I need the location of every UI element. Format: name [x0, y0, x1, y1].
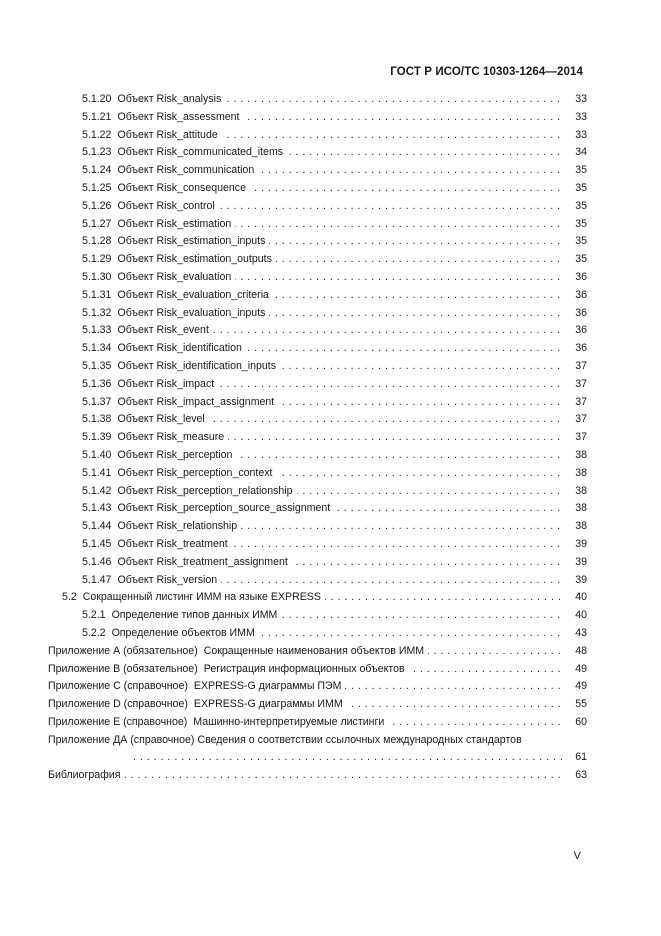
toc-entry-number: 5.2 — [62, 591, 77, 604]
toc-entry-number: Приложение С (справочное) — [48, 680, 188, 693]
toc-entry-text — [82, 500, 334, 518]
toc-page-number: 37 — [567, 394, 587, 412]
toc-dot-leader — [82, 465, 565, 483]
toc-dot-leader — [82, 251, 565, 269]
toc-entry-label: Объект Risk_evaluation — [117, 270, 232, 283]
toc-entry[interactable] — [0, 144, 661, 162]
toc-page-number: 61 — [567, 749, 587, 767]
toc-dot-leader — [48, 714, 565, 732]
toc-page-number: 35 — [567, 251, 587, 269]
toc-entry-label: Объект Risk_perception — [117, 448, 233, 461]
toc-entry[interactable] — [0, 127, 661, 145]
toc-entry-label: Объект Risk_estimation_inputs — [117, 235, 266, 248]
toc-entry-label: Объект Risk_treatment_assignment — [117, 555, 288, 568]
toc-entry-number: 5.1.26 — [82, 199, 112, 212]
toc-dot-leader — [48, 696, 565, 714]
toc-entry[interactable] — [0, 251, 661, 269]
toc-page-number: 35 — [567, 233, 587, 251]
toc-entry-text — [82, 162, 258, 180]
toc-entry[interactable] — [0, 411, 661, 429]
toc-dot-leader — [82, 198, 565, 216]
toc-dot-leader — [82, 144, 565, 162]
toc-entry-label: Объект Risk_identification_inputs — [117, 359, 277, 372]
toc-entry[interactable] — [0, 447, 661, 465]
toc-entry-label: Объект Risk_consequence — [117, 181, 247, 194]
toc-dot-leader — [82, 162, 565, 180]
toc-page-number: 35 — [567, 198, 587, 216]
toc-entry-label: Объект Risk_estimation_outputs — [117, 253, 272, 266]
toc-dot-leader — [82, 536, 565, 554]
toc-entry-number: 5.1.27 — [82, 217, 112, 230]
toc-entry[interactable] — [0, 643, 661, 661]
toc-page-number: 38 — [567, 483, 587, 501]
toc-entry-label: Объект Risk_level — [117, 413, 205, 426]
toc-entry-number: 5.1.23 — [82, 146, 112, 159]
toc-page-number: 36 — [567, 322, 587, 340]
toc-dot-leader — [82, 411, 565, 429]
toc-dot-leader — [48, 643, 565, 661]
toc-entry[interactable] — [0, 661, 661, 679]
toc-entry-number: 5.1.31 — [82, 288, 112, 301]
toc-entry-text — [82, 465, 277, 483]
toc-entry-label: Регистрация информационных объектов — [203, 662, 405, 675]
toc-dot-leader — [82, 625, 565, 643]
toc-dot-leader — [82, 340, 565, 358]
toc-entry[interactable] — [0, 518, 661, 536]
toc-entry[interactable] — [0, 305, 661, 323]
toc-dot-leader — [82, 322, 565, 340]
toc-dot-leader — [82, 483, 565, 501]
toc-entry[interactable] — [0, 429, 661, 447]
document-header: ГОСТ Р ИСО/ТС 10303-1264—2014 — [390, 66, 583, 78]
toc-dot-leader — [82, 305, 565, 323]
toc-entry-label: Объект Risk_estimation — [117, 217, 232, 230]
table-of-contents — [0, 91, 661, 785]
toc-dot-leader — [82, 376, 565, 394]
toc-entry-text — [48, 714, 388, 732]
toc-page-number: 37 — [567, 411, 587, 429]
toc-entry[interactable] — [0, 465, 661, 483]
toc-entry[interactable] — [0, 607, 661, 625]
toc-entry[interactable] — [0, 91, 661, 109]
toc-entry-number: 5.1.44 — [82, 520, 112, 533]
toc-entry-number: Приложение D (справочное) — [48, 698, 188, 711]
toc-entry[interactable] — [0, 233, 661, 251]
toc-page-number: 48 — [567, 643, 587, 661]
toc-dot-leader — [48, 767, 565, 785]
toc-entry-text — [82, 269, 235, 287]
toc-page-number: 49 — [567, 661, 587, 679]
toc-entry-label: Объект Risk_measure — [117, 431, 225, 444]
toc-entry[interactable] — [0, 358, 661, 376]
toc-entry[interactable] — [0, 696, 661, 714]
toc-entry-text — [82, 233, 269, 251]
toc-entry[interactable] — [0, 180, 661, 198]
toc-dot-leader — [82, 500, 565, 518]
toc-entry-number: 5.1.45 — [82, 537, 112, 550]
toc-entry-number: 5.1.38 — [82, 413, 112, 426]
toc-page-number: 60 — [567, 714, 587, 732]
toc-dot-leader — [82, 216, 565, 234]
toc-entry[interactable] — [0, 678, 661, 696]
toc-dot-leader — [82, 127, 565, 145]
toc-entry-label: EXPRESS-G диаграммы ИММ — [193, 698, 343, 711]
toc-dot-leader — [82, 429, 565, 447]
toc-entry-text — [82, 394, 278, 412]
toc-entry[interactable] — [0, 536, 661, 554]
toc-entry-number: 5.1.33 — [82, 324, 112, 337]
toc-page-number: 35 — [567, 180, 587, 198]
toc-dot-leader — [133, 749, 565, 767]
toc-page-number: 40 — [567, 589, 587, 607]
toc-dot-leader — [82, 233, 565, 251]
toc-entry-label: Объект Risk_event — [117, 324, 209, 337]
toc-dot-leader — [62, 589, 565, 607]
toc-entry-number: 5.2.2 — [82, 626, 106, 639]
toc-page-number: 39 — [567, 572, 587, 590]
toc-page-number: 49 — [567, 678, 587, 696]
toc-dot-leader — [82, 447, 565, 465]
toc-entry-text — [82, 536, 232, 554]
toc-entry-text — [48, 696, 347, 714]
toc-entry-number: Приложение ДА (справочное) — [48, 733, 195, 746]
toc-entry-text — [82, 198, 219, 216]
toc-entry-number: Приложение Е (справочное) — [48, 715, 188, 728]
toc-entry[interactable] — [0, 589, 661, 607]
toc-entry[interactable] — [0, 198, 661, 216]
toc-entry-label: Объект Risk_version — [117, 573, 218, 586]
toc-page-number: 35 — [567, 162, 587, 180]
toc-dot-leader — [82, 287, 565, 305]
toc-page-number: 33 — [567, 127, 587, 145]
toc-entry[interactable] — [0, 572, 661, 590]
toc-entry[interactable] — [0, 394, 661, 412]
toc-entry-number: Приложение А (обязательное) — [48, 644, 198, 657]
toc-entry-text — [82, 518, 241, 536]
toc-entry-text — [82, 429, 228, 447]
toc-entry-label: Объект Risk_identification — [117, 342, 242, 355]
toc-entry-number: 5.1.42 — [82, 484, 112, 497]
toc-entry-number: 5.1.41 — [82, 466, 112, 479]
toc-dot-leader — [82, 358, 565, 376]
toc-entry[interactable] — [0, 162, 661, 180]
toc-entry-label: Объект Risk_perception_relationship — [117, 484, 293, 497]
toc-dot-leader — [82, 607, 565, 625]
toc-entry-number: 5.1.30 — [82, 270, 112, 283]
toc-entry-label: Объект Risk_treatment — [117, 537, 228, 550]
toc-dot-leader — [82, 518, 565, 536]
toc-entry-label: Объект Risk_impact — [117, 377, 215, 390]
toc-entry-number: 5.1.22 — [82, 128, 112, 141]
toc-entry-label: Объект Risk_relationship — [117, 520, 238, 533]
toc-entry[interactable] — [0, 625, 661, 643]
toc-page-number: 33 — [567, 91, 587, 109]
toc-entry-text — [82, 625, 259, 643]
toc-entry[interactable] — [0, 376, 661, 394]
toc-entry-label: Объект Risk_evaluation_criteria — [117, 288, 269, 301]
toc-entry-label: Объект Risk_attitude — [117, 128, 218, 141]
toc-dot-leader — [82, 394, 565, 412]
toc-entry-number: 5.1.46 — [82, 555, 112, 568]
toc-entry-number: 5.1.34 — [82, 342, 112, 355]
toc-dot-leader — [82, 554, 565, 572]
toc-entry-text — [82, 554, 292, 572]
toc-entry-label: Машинно-интерпретируемые листинги — [193, 715, 385, 728]
toc-entry-text — [82, 127, 222, 145]
toc-page-number: 55 — [567, 696, 587, 714]
toc-page-number: 36 — [567, 269, 587, 287]
toc-entry-bibliography[interactable] — [0, 767, 661, 785]
toc-entry-annex-da[interactable] — [0, 732, 661, 768]
toc-dot-leader — [82, 91, 565, 109]
toc-page-number: 37 — [567, 376, 587, 394]
toc-page-number: 37 — [567, 429, 587, 447]
toc-entry-label: Объект Risk_perception_context — [117, 466, 273, 479]
toc-dot-leader — [82, 572, 565, 590]
toc-entry[interactable] — [0, 714, 661, 732]
toc-entry-text — [62, 589, 325, 607]
toc-entry-number: Приложение В (обязательное) — [48, 662, 198, 675]
toc-entry-text — [82, 287, 273, 305]
toc-page-number: 38 — [567, 465, 587, 483]
toc-entry[interactable] — [0, 340, 661, 358]
toc-entry-text — [82, 607, 281, 625]
toc-entry[interactable] — [0, 554, 661, 572]
toc-dot-leader — [82, 109, 565, 127]
toc-entry-text — [48, 643, 428, 661]
toc-entry-label: Объект Risk_impact_assignment — [117, 395, 275, 408]
toc-entry-number: 5.1.47 — [82, 573, 112, 586]
toc-entry-text — [82, 358, 280, 376]
toc-entry-number: 5.1.21 — [82, 110, 112, 123]
toc-dot-leader — [82, 180, 565, 198]
toc-entry-text — [82, 305, 269, 323]
toc-page-number: 34 — [567, 144, 587, 162]
toc-page-number: 43 — [567, 625, 587, 643]
toc-entry-text — [48, 678, 345, 696]
toc-entry-text — [82, 483, 297, 501]
toc-entry-number: 5.1.32 — [82, 306, 112, 319]
toc-entry-number: 5.1.25 — [82, 181, 112, 194]
toc-entry-text — [82, 251, 276, 269]
toc-entry-text — [82, 447, 236, 465]
toc-entry-text — [48, 661, 409, 679]
toc-page-number: 37 — [567, 358, 587, 376]
toc-entry-label: Объект Risk_communicated_items — [117, 146, 284, 159]
toc-entry-text — [82, 411, 209, 429]
toc-entry-number: 5.1.24 — [82, 164, 112, 177]
toc-entry-label: Библиография — [48, 767, 124, 785]
toc-entry-label: Сокращенный листинг ИММ на языке EXPRESS — [82, 591, 321, 604]
toc-entry[interactable] — [0, 216, 661, 234]
toc-page-number: 39 — [567, 536, 587, 554]
toc-entry-number: 5.1.43 — [82, 502, 112, 515]
toc-entry-label: Объект Risk_evaluation_inputs — [117, 306, 266, 319]
toc-dot-leader — [48, 678, 565, 696]
toc-entry-number: 5.1.40 — [82, 448, 112, 461]
page-number-footer: V — [573, 850, 581, 862]
toc-entry-label: Объект Risk_control — [117, 199, 215, 212]
toc-entry[interactable] — [0, 322, 661, 340]
toc-page-number: 38 — [567, 518, 587, 536]
toc-entry-number: 5.1.39 — [82, 431, 112, 444]
toc-entry-label: EXPRESS-G диаграммы ПЭМ — [193, 680, 342, 693]
toc-entry-text — [82, 376, 218, 394]
toc-entry-text — [82, 91, 225, 109]
toc-entry[interactable] — [0, 109, 661, 127]
toc-entry-annex-da-first-line — [48, 732, 522, 750]
toc-entry-text — [82, 572, 221, 590]
toc-entry-label: Объект Risk_perception_source_assignment — [117, 502, 331, 515]
toc-entry-text — [82, 340, 246, 358]
toc-entry-number: 5.1.36 — [82, 377, 112, 390]
toc-entry-label: Объект Risk_assessment — [117, 110, 240, 123]
toc-page-number: 39 — [567, 554, 587, 572]
toc-page-number: 33 — [567, 109, 587, 127]
toc-page-number: 38 — [567, 447, 587, 465]
toc-entry-label: Определение типов данных ИММ — [111, 609, 278, 622]
toc-page-number: 35 — [567, 216, 587, 234]
toc-entry-number: 5.2.1 — [82, 609, 106, 622]
toc-entry-text — [82, 322, 213, 340]
toc-entry[interactable] — [0, 269, 661, 287]
toc-entry[interactable] — [0, 500, 661, 518]
toc-entry-number: 5.1.28 — [82, 235, 112, 248]
toc-page-number: 38 — [567, 500, 587, 518]
toc-entry-text — [82, 180, 250, 198]
toc-page-number: 63 — [567, 767, 587, 785]
toc-entry-text — [82, 109, 244, 127]
toc-entry-number: 5.1.20 — [82, 93, 112, 105]
toc-page-number: 36 — [567, 287, 587, 305]
toc-entry-number: 5.1.37 — [82, 395, 112, 408]
toc-entry-number: 5.1.35 — [82, 359, 112, 372]
toc-entry-label: Объект Risk_analysis — [117, 93, 222, 105]
toc-page-number: 36 — [567, 340, 587, 358]
toc-entry[interactable] — [0, 287, 661, 305]
toc-entry-label: Определение объектов ИММ — [111, 626, 255, 639]
toc-dot-leader — [82, 269, 565, 287]
toc-entry-number: 5.1.29 — [82, 253, 112, 266]
toc-entry-text — [82, 216, 235, 234]
toc-entry-label: Объект Risk_communication — [117, 164, 255, 177]
toc-entry-label: Сведения о соответствии ссылочных международных стандартов — [197, 733, 522, 746]
toc-entry[interactable] — [0, 483, 661, 501]
toc-page-number: 40 — [567, 607, 587, 625]
toc-entry-text — [82, 144, 287, 162]
toc-dot-leader — [48, 661, 565, 679]
toc-page-number: 36 — [567, 305, 587, 323]
toc-entry-label: Сокращенные наименования объектов ИММ — [203, 644, 425, 657]
